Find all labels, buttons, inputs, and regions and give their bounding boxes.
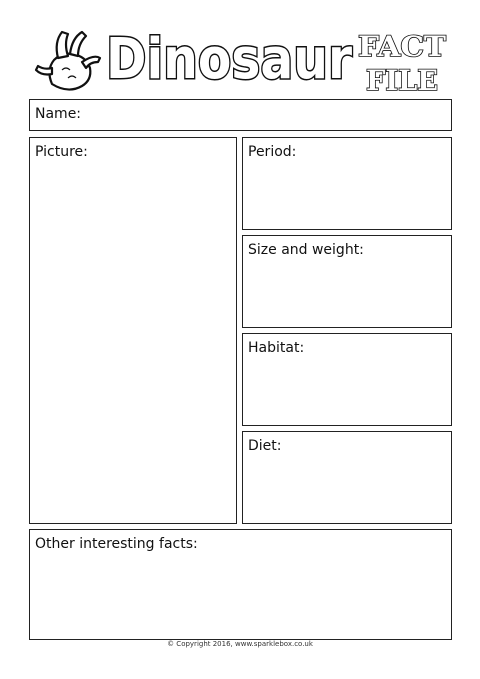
fact-file-label	[354, 28, 450, 94]
size-weight-label: Size and weight:	[248, 242, 364, 258]
diet-label: Diet:	[248, 438, 282, 454]
period-label: Period:	[248, 144, 297, 160]
page-header	[0, 0, 480, 100]
other-facts-label: Other interesting facts:	[35, 536, 198, 552]
file-text: FILE	[366, 64, 438, 94]
habitat-box[interactable]	[242, 333, 452, 426]
picture-box[interactable]	[29, 137, 237, 524]
size-weight-box[interactable]	[242, 235, 452, 328]
diet-box[interactable]	[242, 431, 452, 524]
period-box[interactable]	[242, 137, 452, 230]
name-label: Name:	[35, 106, 82, 122]
title-text: Dinosaur	[106, 27, 353, 92]
page-title	[104, 22, 354, 92]
copyright-footer: © Copyright 2016, www.sparklebox.co.uk	[167, 640, 313, 648]
dinosaur-claw-icon	[32, 24, 104, 96]
fact-text: FACT	[358, 30, 447, 63]
other-facts-box[interactable]	[29, 529, 452, 640]
name-field[interactable]	[29, 99, 452, 131]
picture-label: Picture:	[35, 144, 88, 160]
habitat-label: Habitat:	[248, 340, 305, 356]
